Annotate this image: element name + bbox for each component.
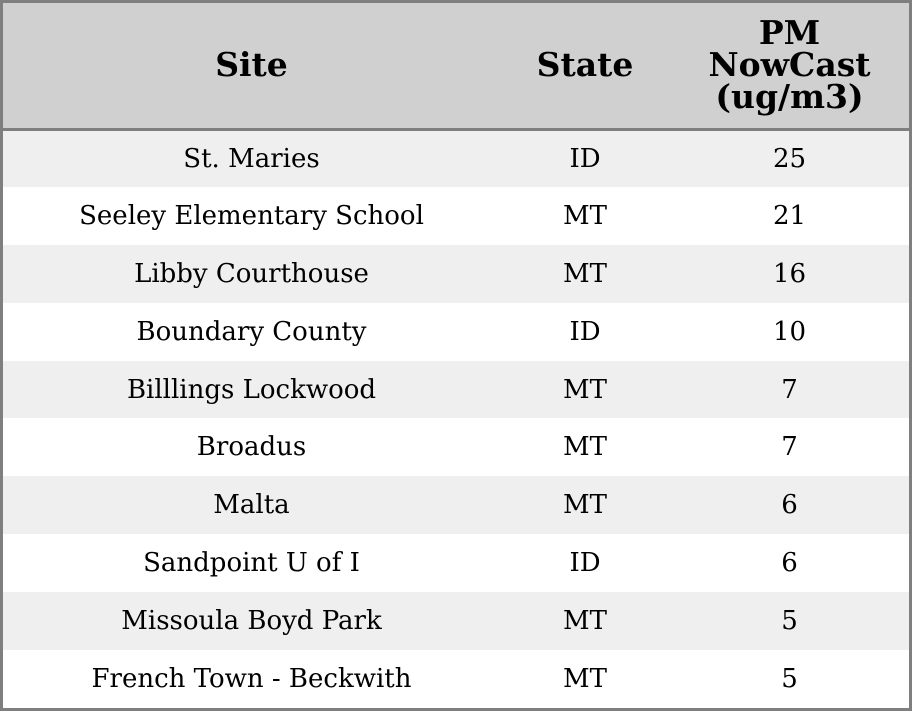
cell-state: ID (569, 548, 601, 579)
cell-state: MT (563, 490, 607, 521)
table-row (3, 361, 909, 419)
cell-state: MT (563, 200, 607, 231)
cell-site: Sandpoint U of I (143, 548, 360, 579)
table-row (3, 129, 909, 187)
header-site-label: Site (215, 45, 288, 85)
cell-pm: 25 (772, 143, 807, 174)
cell-site: Missoula Boyd Park (121, 606, 382, 637)
cell-site: Libby Courthouse (134, 258, 369, 289)
cell-pm: 6 (781, 490, 798, 521)
cell-pm: 16 (772, 258, 807, 289)
cell-pm: 6 (781, 548, 798, 579)
table-row (3, 303, 909, 361)
cell-site: Broadus (196, 432, 307, 463)
cell-state: ID (569, 316, 601, 347)
cell-pm: 5 (781, 664, 798, 694)
cell-state: MT (563, 664, 607, 694)
header-pm-line-1: PM (758, 13, 821, 53)
cell-site: Malta (213, 490, 290, 521)
table-row (3, 476, 909, 534)
cell-site: French Town - Beckwith (91, 664, 412, 694)
pm-nowcast-table (3, 3, 909, 708)
cell-pm: 7 (781, 374, 798, 405)
header-state (500, 3, 670, 129)
header-pm-line-2: NowCast (708, 45, 871, 85)
header-state-label: State (536, 45, 634, 85)
table-row (3, 187, 909, 245)
cell-state: MT (563, 374, 607, 405)
cell-pm: 5 (781, 606, 798, 637)
cell-site: Billlings Lockwood (126, 374, 377, 405)
table-row (3, 534, 909, 592)
cell-site: Boundary County (136, 316, 367, 347)
cell-site: Seeley Elementary School (79, 200, 424, 231)
header-pm-nowcast (670, 3, 909, 129)
cell-pm: 21 (772, 200, 807, 231)
header-site (3, 3, 500, 129)
cell-site: St. Maries (183, 143, 320, 174)
header-pm-line-3: (ug/m3) (715, 77, 864, 117)
cell-state: MT (563, 258, 607, 289)
cell-pm: 10 (772, 316, 807, 347)
cell-state: MT (563, 432, 607, 463)
table-header-row (3, 3, 909, 129)
cell-state: MT (563, 606, 607, 637)
table-row (3, 650, 909, 708)
table-row (3, 245, 909, 303)
table-row (3, 418, 909, 476)
table-row (3, 592, 909, 650)
cell-pm: 7 (781, 432, 798, 463)
cell-state: ID (569, 143, 601, 174)
